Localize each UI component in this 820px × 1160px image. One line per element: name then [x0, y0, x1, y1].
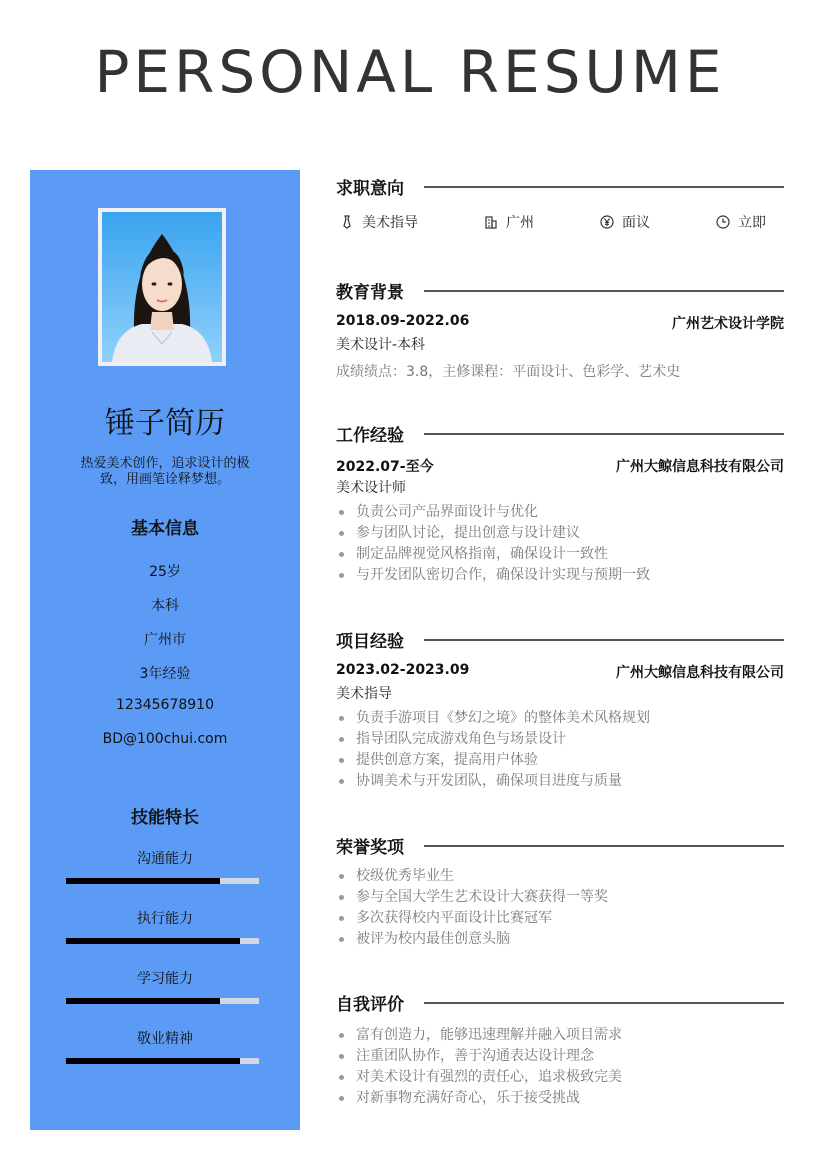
list-item: 多次获得校内平面设计比赛冠军 — [336, 908, 784, 929]
education-major: 美术设计-本科 — [336, 337, 426, 353]
list-item: 被评为校内最佳创意头脑 — [336, 929, 784, 950]
intent-position-text: 美术指导 — [362, 215, 418, 231]
intent-city-text: 广州 — [506, 215, 534, 231]
page-title: PERSONAL RESUME — [94, 38, 726, 106]
skill-bar-dedication — [66, 1058, 259, 1064]
skill-fill-dedication — [66, 1058, 240, 1064]
list-item: 注重团队协作，善于沟通表达设计理念 — [336, 1046, 784, 1067]
skill-fill-execution — [66, 938, 240, 944]
skill-fill-learning — [66, 998, 220, 1004]
building-icon — [484, 215, 498, 229]
info-experience: 3年经验 — [139, 666, 191, 682]
project-period: 2023.02-2023.09 — [336, 662, 470, 678]
education-section-header — [336, 278, 784, 302]
section-divider — [424, 845, 784, 847]
profile-photo-image — [102, 212, 222, 362]
intent-salary-text: 面议 — [622, 215, 650, 231]
intent-position — [340, 212, 418, 232]
list-item: 富有创造力，能够迅速理解并融入项目需求 — [336, 1025, 784, 1046]
project-heading: 项目经验 — [336, 627, 414, 652]
list-item: 与开发团队密切合作，确保设计实现与预期一致 — [336, 565, 784, 586]
tie-icon — [340, 215, 354, 229]
work-period: 2022.07-至今 — [336, 459, 434, 475]
list-item: 指导团队完成游戏角色与场景设计 — [336, 729, 784, 750]
education-period: 2018.09-2022.06 — [336, 313, 470, 329]
basic-info-heading: 基本信息 — [131, 519, 199, 539]
intent-availability — [716, 212, 766, 232]
skill-label-dedication: 敬业精神 — [137, 1031, 193, 1047]
info-city: 广州市 — [144, 632, 186, 648]
clock-icon — [716, 215, 730, 229]
list-item: 提供创意方案，提高用户体验 — [336, 750, 784, 771]
skill-bar-communication — [66, 878, 259, 884]
work-heading: 工作经验 — [336, 421, 414, 446]
list-item: 校级优秀毕业生 — [336, 866, 784, 887]
skill-bar-learning — [66, 998, 259, 1004]
education-heading: 教育背景 — [336, 278, 414, 303]
skill-bar-execution — [66, 938, 259, 944]
skill-label-communication: 沟通能力 — [137, 851, 193, 867]
list-item: 参与团队讨论，提出创意与设计建议 — [336, 523, 784, 544]
list-item: 协调美术与开发团队，确保项目进度与质量 — [336, 771, 784, 792]
work-section-header — [336, 421, 784, 445]
list-item: 对美术设计有强烈的责任心，追求极致完美 — [336, 1067, 784, 1088]
job-intent-section-header — [336, 174, 784, 198]
skill-label-execution: 执行能力 — [137, 911, 193, 927]
list-item: 制定品牌视觉风格指南，确保设计一致性 — [336, 544, 784, 565]
list-item: 对新事物充满好奇心，乐于接受挑战 — [336, 1088, 784, 1109]
info-age: 25岁 — [149, 564, 181, 580]
project-company: 广州大鲸信息科技有限公司 — [616, 665, 784, 681]
info-email: BD@100chui.com — [102, 731, 228, 747]
section-divider — [424, 1002, 784, 1004]
project-section-header — [336, 627, 784, 651]
section-divider — [424, 290, 784, 292]
section-divider — [424, 639, 784, 641]
info-phone: 12345678910 — [116, 697, 214, 713]
list-item: 参与全国大学生艺术设计大赛获得一等奖 — [336, 887, 784, 908]
work-company: 广州大鲸信息科技有限公司 — [616, 459, 784, 475]
job-intent-heading: 求职意向 — [336, 174, 414, 199]
job-intent-row — [336, 212, 784, 234]
list-item: 负责公司产品界面设计与优化 — [336, 502, 784, 523]
profile-photo — [98, 208, 226, 366]
skill-label-learning: 学习能力 — [137, 971, 193, 987]
education-detail: 成绩绩点：3.8，主修课程：平面设计、色彩学、艺术史 — [336, 364, 681, 380]
intent-availability-text: 立即 — [738, 215, 766, 231]
sidebar — [30, 170, 300, 1130]
work-bullets — [336, 502, 784, 586]
list-item: 负责手游项目《梦幻之境》的整体美术风格规划 — [336, 708, 784, 729]
intent-salary — [600, 212, 650, 232]
education-school: 广州艺术设计学院 — [672, 316, 784, 332]
project-bullets — [336, 708, 784, 792]
project-role: 美术指导 — [336, 686, 392, 702]
candidate-name: 锤子简历 — [105, 406, 225, 441]
candidate-motto: 热爱美术创作，追求设计的极致，用画笔诠释梦想。 — [80, 456, 250, 487]
honors-section-header — [336, 833, 784, 857]
self-eval-heading: 自我评价 — [336, 990, 414, 1015]
intent-city — [484, 212, 534, 232]
honors-heading: 荣誉奖项 — [336, 833, 414, 858]
section-divider — [424, 433, 784, 435]
work-role: 美术设计师 — [336, 480, 406, 496]
self-eval-section-header — [336, 990, 784, 1014]
self-eval-bullets — [336, 1025, 784, 1109]
yen-icon — [600, 215, 614, 229]
skills-heading: 技能特长 — [131, 808, 199, 828]
honors-bullets — [336, 866, 784, 950]
skill-fill-communication — [66, 878, 220, 884]
info-degree: 本科 — [151, 598, 179, 614]
section-divider — [424, 186, 784, 188]
